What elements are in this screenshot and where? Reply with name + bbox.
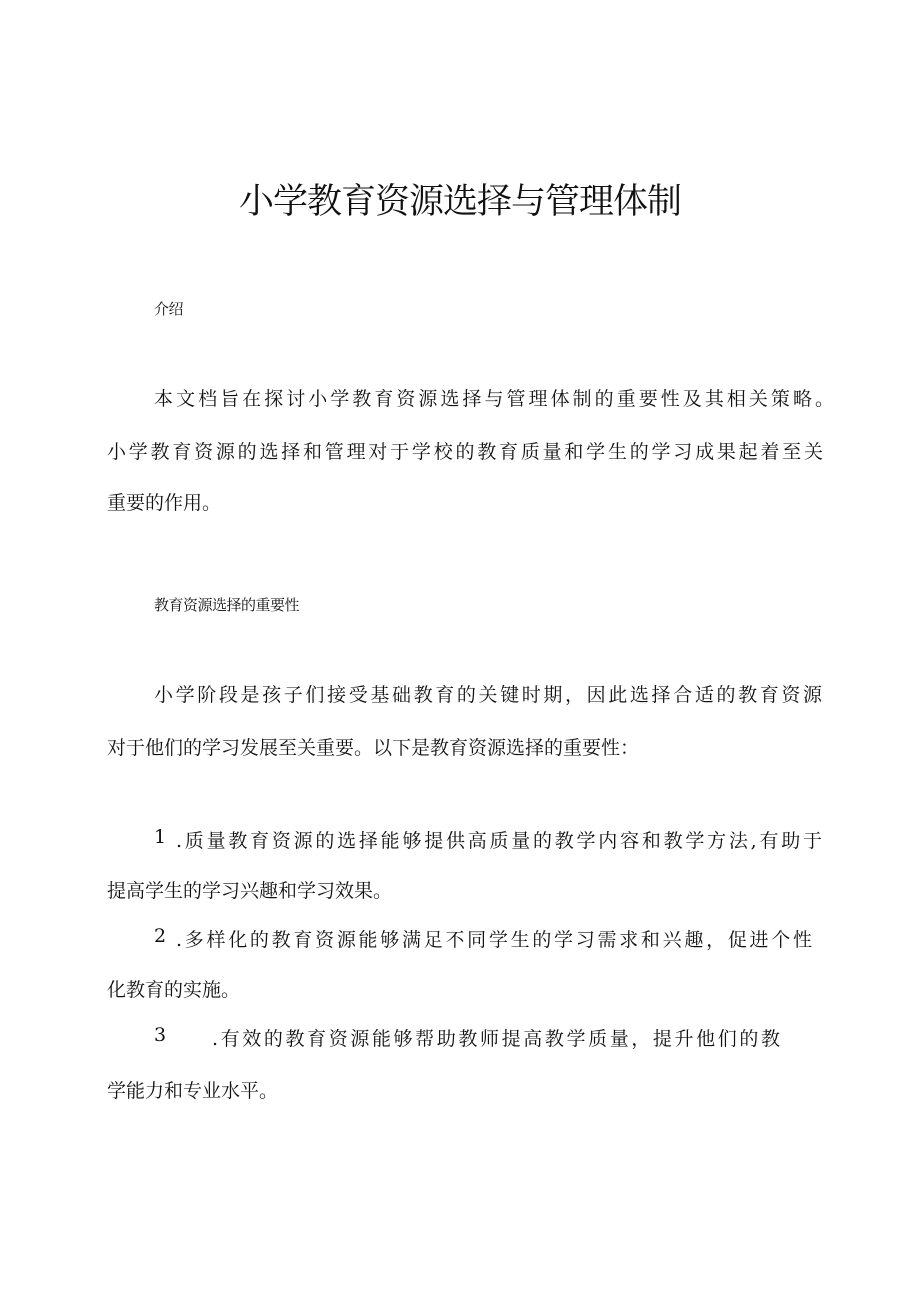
list-item-number: 1	[154, 826, 167, 848]
paragraph-line: 本文档旨在探讨小学教育资源选择与管理体制的重要性及其相关策略。	[154, 388, 834, 410]
page-title: 小学教育资源选择与管理体制	[238, 182, 681, 222]
paragraph-line: 重要的作用。	[107, 492, 222, 514]
paragraph-line: 小学阶段是孩子们接受基础教育的关键时期，因此选择合适的教育资源	[154, 684, 822, 706]
paragraph-line: 小学教育资源的选择和管理对于学校的教育质量和学生的学习成果起着至关	[107, 441, 823, 463]
list-item-number: 2	[154, 925, 167, 947]
paragraph-line: 对于他们的学习发展至关重要。以下是教育资源选择的重要性：	[107, 737, 640, 759]
section-heading-intro: 介绍	[154, 300, 184, 318]
list-item-number: 3	[154, 1024, 167, 1046]
list-item-line: .质量教育资源的选择能够提供高质量的教学内容和教学方法,有助于	[176, 830, 822, 852]
list-item-line: .有效的教育资源能够帮助教师提高教学质量，提升他们的教	[212, 1028, 780, 1050]
list-item-line: 学能力和专业水平。	[107, 1080, 279, 1102]
list-item-line: .多样化的教育资源能够满足不同学生的学习需求和兴趣，促进个性	[176, 929, 812, 951]
list-item-line: 提高学生的学习兴趣和学习效果。	[107, 880, 393, 902]
section-heading-importance: 教育资源选择的重要性	[154, 596, 300, 614]
list-item-line: 化教育的实施。	[107, 979, 241, 1001]
